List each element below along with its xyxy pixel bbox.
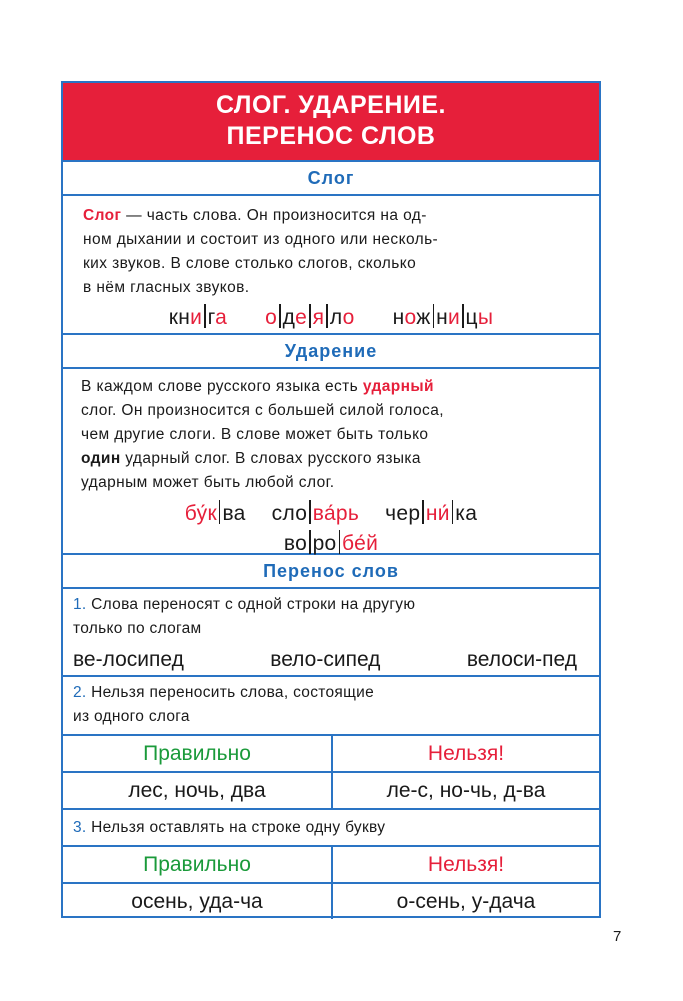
rule-2-text: 2. Нельзя переносить слова, состоящие из одного слога [73, 684, 375, 725]
syllable-text-1: — часть слова. Он произносится на од- [121, 207, 427, 224]
syllable-text-2: ном дыхании и состоит из одного или несколь- [83, 231, 439, 248]
title-line-1: СЛОГ. УДАРЕНИЕ. [216, 91, 446, 119]
title-line-2: ПЕРЕНОС СЛОВ [226, 122, 436, 150]
syllable-examples [83, 303, 579, 333]
stress-definition: В каждом слове русского языка есть ударный слог. Он произносится с большей силой голоса, чем другие слоги. В слове может быть только один ударный слог. В словах русского языка ударным может быть любой слог. [81, 378, 444, 491]
rule-3-text: 3. Нельзя оставлять на строке одну букву [73, 819, 386, 836]
rule-3-example-row [63, 882, 599, 919]
example-word: вело-сипед [270, 648, 381, 671]
syllable-block [63, 194, 599, 333]
page-title [63, 83, 599, 160]
example-word: о де я ло [265, 306, 355, 329]
section-heading-stress: Ударение [63, 333, 599, 367]
example-word: ве-лосипед [73, 648, 184, 671]
correct-label: Правильно [143, 742, 251, 765]
wrong-label: Нельзя! [331, 847, 599, 882]
section-heading-syllable: Слог [63, 160, 599, 194]
correct-label: Правильно [143, 853, 251, 876]
rules-card [61, 81, 601, 918]
syllable-text-4: в нём гласных звуков. [83, 279, 250, 296]
wrong-example: о-сень, у-дача [331, 884, 599, 919]
term-one: один [81, 450, 121, 467]
rule-1-text: 1. Слова переносят с одной строки на другую только по слогам [73, 596, 416, 637]
correct-example: осень, уда-ча [131, 890, 263, 913]
page-number: 7 [613, 928, 622, 945]
rule-3-header-row [63, 845, 599, 882]
example-word: нож ни цы [392, 306, 494, 329]
section-heading-hyphenation: Перенос слов [63, 553, 599, 587]
stress-block [63, 367, 599, 553]
wrong-example: ле-с, но-чь, д-ва [331, 773, 599, 808]
term-stressed: ударный [362, 378, 434, 395]
rule-2-example-row [63, 771, 599, 808]
rule-2-header-row [63, 734, 599, 771]
rule-1-block [63, 587, 599, 675]
example-word: велоси-пед [466, 648, 577, 671]
stress-examples-row-2: во ро бе́й [283, 532, 379, 555]
wrong-label: Нельзя! [331, 736, 599, 771]
syllable-definition [83, 204, 579, 300]
example-word: кни га [168, 306, 228, 329]
rule-2-block [63, 675, 599, 734]
rule-1-examples [63, 641, 599, 675]
term-syllable: Слог [83, 207, 122, 224]
correct-example: лес, ночь, два [128, 779, 266, 802]
stress-examples-row-1: бу́к ва сло ва́рь чер ни́ ка [184, 502, 478, 525]
rule-3-block [63, 808, 599, 845]
syllable-text-3: ких звуков. В слове столько слогов, сколько [83, 255, 417, 272]
